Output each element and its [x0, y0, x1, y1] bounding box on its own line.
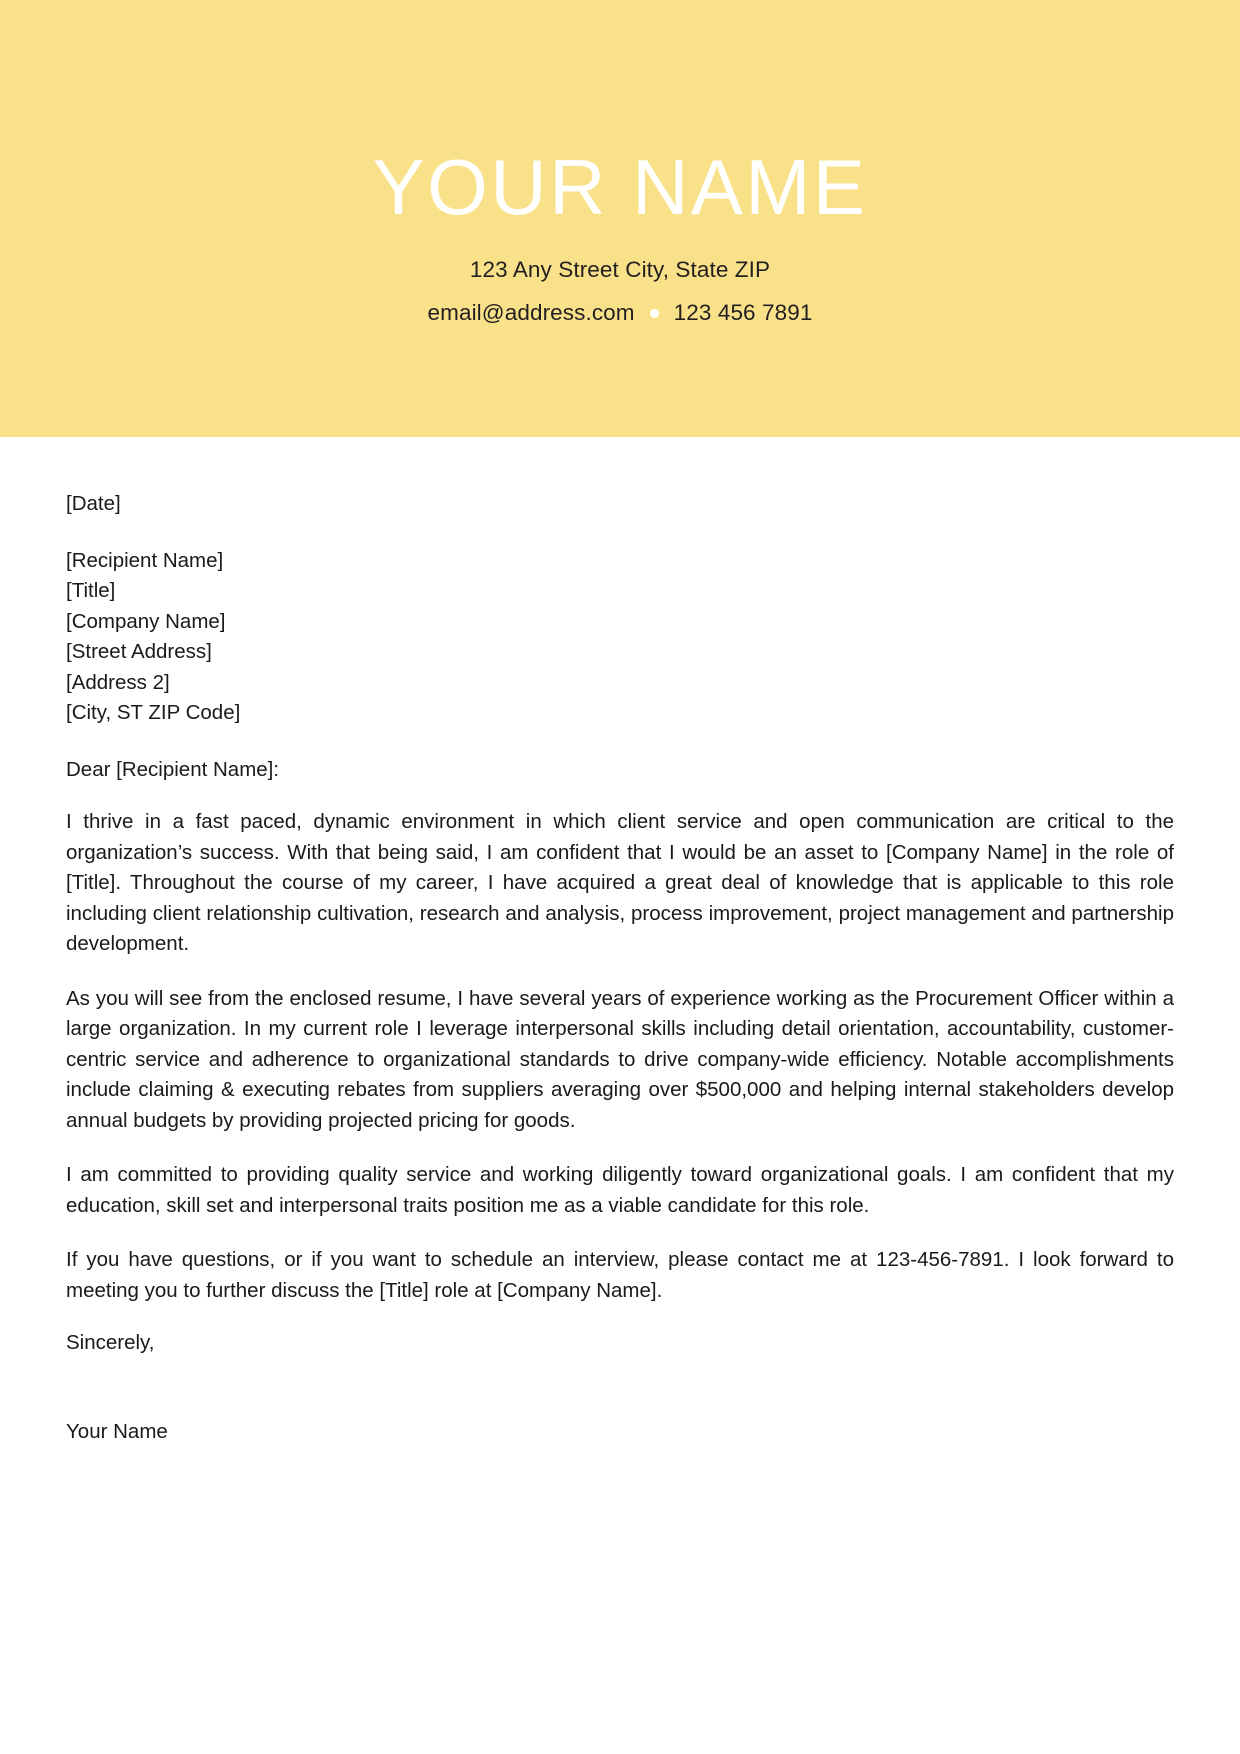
recipient-line: [Company Name]	[66, 609, 226, 633]
recipient-line: [Recipient Name]	[66, 548, 224, 572]
recipient-line: [Address 2]	[66, 670, 170, 694]
header-address: 123 Any Street City, State ZIP	[469, 257, 771, 282]
recipient-line: [Title]	[66, 579, 116, 602]
recipient-line: [Street Address]	[66, 640, 212, 663]
letter-body-wrapper	[0, 437, 1240, 1447]
letter-paragraph: If you have questions, or if you want to schedule an interview, please contact me at 123-456-7891. I look forward to meeting you to further discuss the [Title] role at [Company Name].	[66, 1248, 1174, 1302]
letterhead-header	[0, 0, 1240, 437]
letter-paragraph: As you will see from the enclosed resume, I have several years of experience working as the Procurement Officer within a large organization. In my current role I leverage interpersonal skills including detail orientation, accountability, customer-centric service and adherence to organizational standards to drive company-wide efficiency. Notable accomplishments include claiming & executing rebates from suppliers averaging over $500,000 and helping internal stakeholders develop annual budgets by providing projected pricing for goods.	[66, 986, 1174, 1132]
letter-content	[66, 437, 1174, 1447]
header-contact-line	[428, 299, 813, 326]
salutation: Dear [Recipient Name]:	[66, 757, 280, 781]
bullet-dot-icon	[650, 309, 659, 318]
letter-paragraph: I am committed to providing quality service and working diligently toward organizational goals. I am confident that my education, skill set and interpersonal traits position me as a viable candidate for this role.	[66, 1163, 1174, 1217]
letter-paragraph: I thrive in a fast paced, dynamic environment in which client service and open communication are critical to the organization’s success. With that being said, I am confident that I would be an asset to [Company Name] in the role of [Title]. Throughout the course of my career, I have acquired a great deal of knowledge that is applicable to this role including client relationship cultivation, research and analysis, process improvement, project management and partnership development.	[66, 810, 1174, 955]
recipient-address-block	[66, 546, 1174, 729]
page-title: YOUR NAME	[372, 143, 868, 231]
recipient-line: [City, ST ZIP Code]	[66, 701, 241, 724]
letter-date: [Date]	[66, 492, 121, 515]
letter-signature-name: Your Name	[66, 1419, 168, 1443]
letter-closing: Sincerely,	[66, 1331, 155, 1354]
header-email[interactable]: email@address.com	[427, 300, 635, 325]
header-phone[interactable]: 123 456 7891	[673, 300, 813, 325]
